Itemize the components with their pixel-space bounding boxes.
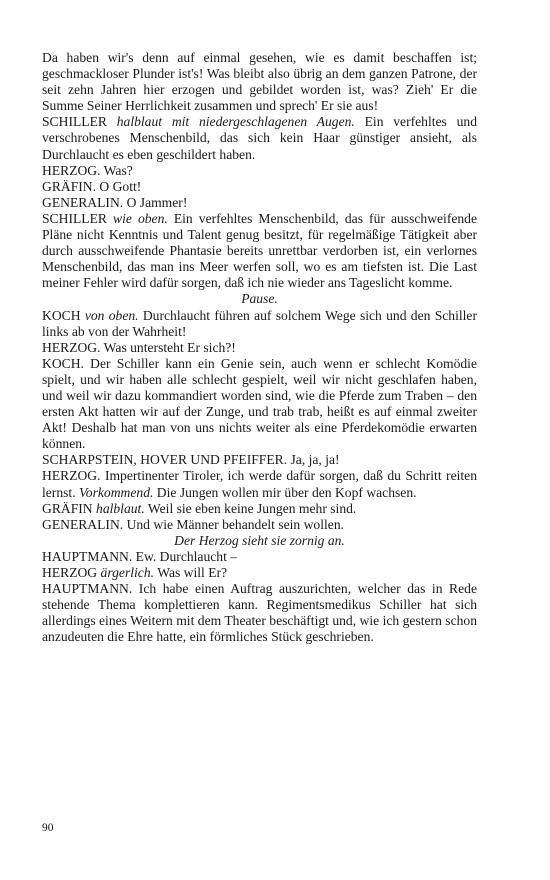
speaker: SCHILLER [42,210,107,226]
paragraph: GENERALIN. O Jammer! [42,194,188,210]
paragraph: SCHARPSTEIN, HOVER UND PFEIFFER. Ja, ja, ja! [42,452,340,468]
speech: Weil sie eben keine Jungen mehr sind. [147,500,357,516]
paragraph [42,501,477,517]
paragraph: KOCH. Der Schiller kann ein Genie sein, auch wenn er schlecht Komödie spielt, und wir haben alle schlecht gespielt, weil wir nicht geschlafen haben, und weil wir dazu kommandiert worden sind, wie die Pferde zum Traben – den ersten Akt hatten wir auf der Zunge, und trab trab, heißt es auf einmal zweiter Akt! Deshalb hat man von uns nichts weiter als eine Pferdekomödie erwarten können. [42,355,477,452]
speaker: GRÄFIN [42,500,93,516]
paragraph: GENERALIN. Und wie Männer behandelt sein wollen. [42,516,345,532]
speech: Die Jungen wollen mir über den Kopf wachsen. [156,484,417,500]
paragraph: HERZOG. Was? [42,162,133,178]
stage-direction: Vorkommend. [79,484,154,500]
stage-direction-centered: Pause. [241,291,278,307]
book-page-text [42,50,477,645]
stage-direction-centered: Der Herzog sieht sie zornig an. [174,532,345,548]
paragraph [42,468,477,500]
paragraph: GRÄFIN. O Gott! [42,178,142,194]
paragraph: Da haben wir's denn auf einmal gesehen, wie es damit beschaffen ist; geschmackloser Plunder ist's! Was bleibt also übrig an dem ganzen Patrone, der seit zehn Jahren hier erzogen und gebildet worden ist, was? Zieh' Er die Summe Seiner Herrlichkeit zusammen und sprech' Er sie aus! [42,50,477,114]
paragraph [42,308,477,340]
paragraph [42,565,477,581]
paragraph: HAUPTMANN. Ew. Durchlaucht – [42,548,238,564]
speech: HERZOG. Impertinenter Tiroler, ich werde dafür sorgen, daß du Schritt reiten lernst. [42,468,477,500]
speech: Durchlaucht führen auf solchem Wege sich und den Schiller links ab von der Wahrheit! [42,307,477,339]
paragraph: HERZOG. Was untersteht Er sich?! [42,339,236,355]
paragraph: HAUPTMANN. Ich habe einen Auftrag auszurichten, welcher das in Rede stehende Thema komplettieren kann. Regimentsmedikus Schiller hat sich allerdings eines Weitern mit dem Theater beschäftigt und, wie ich gestern schon anzudeuten die Ehre hatte, ein förmliches Stück geschrieben. [42,581,477,645]
speech: Was will Er? [157,565,228,580]
speech: Ein verfehltes Menschenbild, das für ausschweifende Pläne nicht Kenntnis und Talent genug besitzt, für regelmäßige Tätigkeit aber durch ausschweifende Phantasie bereits unrettbar verdorben ist, ein verlornes Menschenbild, das man ins Meer werfen soll, wo es am tiefsten ist. Die Last meiner Fehler wird dafür sorgen, daß ich nie wieder ans Tageslicht komme. [42,210,478,291]
paragraph [42,114,477,162]
paragraph [42,211,477,291]
speaker: SCHILLER [42,114,107,130]
stage-direction: ärgerlich. [100,565,155,580]
speaker: KOCH [42,307,81,323]
speaker: HERZOG [42,565,98,580]
stage-direction: halblaut. [96,500,145,516]
speech: Ein verfehltes und verschrobenes Menschenbild, das sich kein Haar günstiger ansieht, als Durchlaucht es eben geschildert haben. [42,114,478,162]
stage-direction: wie oben. [113,210,168,226]
page-number: 90 [42,822,54,834]
stage-direction: von oben. [84,307,139,323]
stage-direction: halblaut mit niedergeschlagenen Augen. [116,114,355,130]
